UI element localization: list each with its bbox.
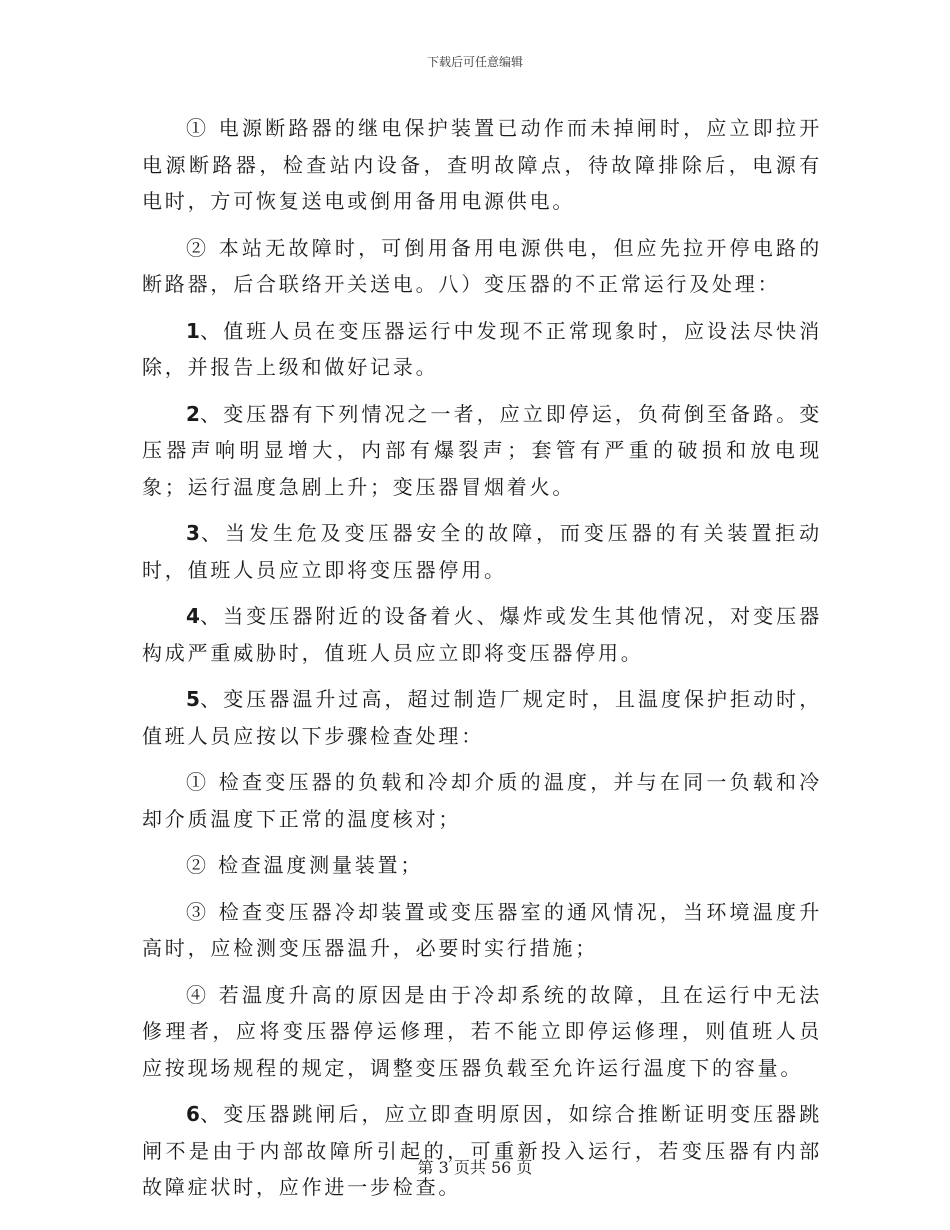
item-number: 3 xyxy=(186,521,200,545)
item-number: 1 xyxy=(186,318,200,343)
document-body xyxy=(142,110,822,1216)
paragraph-text: 、当发生危及变压器安全的故障，而变压器的有关装置拒动时，值班人员应立即将变压器停用。 xyxy=(142,521,822,582)
paragraph-1 xyxy=(142,110,822,220)
paragraph-text: ② 检查温度测量装置； xyxy=(186,853,424,877)
item-number: 6 xyxy=(186,1102,200,1126)
paragraph-text: ① 检查变压器的负载和冷却介质的温度，并与在同一负载和冷却介质温度下正常的温度核对； xyxy=(142,770,822,831)
paragraph-11 xyxy=(142,977,822,1087)
paragraph-text: 、值班人员在变压器运行中发现不正常现象时，应设法尽快消除，并报告上级和做好记录。 xyxy=(142,318,822,379)
item-number: 2 xyxy=(186,401,200,426)
paragraph-7 xyxy=(142,681,822,754)
paragraph-10 xyxy=(142,894,822,967)
paragraph-12 xyxy=(142,1096,822,1206)
paragraph-text: 、变压器温升过高，超过制造厂规定时，且温度保护拒动时，值班人员应按以下步骤检查处理： xyxy=(142,687,822,748)
paragraph-8 xyxy=(142,764,822,837)
paragraph-text: 、变压器有下列情况之一者，应立即停运，负荷倒至备路。变压器声响明显增大，内部有爆裂声；套管有严重的破损和放电现象；运行温度急剧上升；变压器冒烟着火。 xyxy=(142,401,822,499)
paragraph-text: ④ 若温度升高的原因是由于冷却系统的故障，且在运行中无法修理者，应将变压器停运修理，若不能立即停运修理，则值班人员应按现场规程的规定，调整变压器负载至允许运行温度下的容量。 xyxy=(142,982,822,1080)
paragraph-5 xyxy=(142,515,822,588)
page-number-footer: 第 3 页共 56 页 xyxy=(417,1158,533,1177)
paragraph-text: 、当变压器附近的设备着火、爆炸或发生其他情况，对变压器构成严重威胁时，值班人员应立即将变压器停用。 xyxy=(142,604,822,665)
paragraph-4 xyxy=(142,396,822,506)
page-header: 下载后可任意编辑 xyxy=(426,55,523,69)
paragraph-3 xyxy=(142,313,822,386)
paragraph-text: 、变压器跳闸后，应立即查明原因，如综合推断证明变压器跳闸不是由于内部故障所引起的，可重新投入运行，若变压器有内部故障症状时，应作进一步检查。 xyxy=(142,1102,822,1199)
item-number: 5 xyxy=(186,687,200,711)
paragraph-text: ② 本站无故障时，可倒用备用电源供电，但应先拉开停电路的断路器，后合联络开关送电。八）变压器的不正常运行及处理： xyxy=(142,235,822,296)
paragraph-2 xyxy=(142,230,822,303)
paragraph-6 xyxy=(142,598,822,671)
paragraph-text: ③ 检查变压器冷却装置或变压器室的通风情况，当环境温度升高时，应检测变压器温升，必要时实行措施； xyxy=(142,899,822,960)
paragraph-text: ① 电源断路器的继电保护装置已动作而未掉闸时，应立即拉开电源断路器，检查站内设备，查明故障点，待故障排除后，电源有电时，方可恢复送电或倒用备用电源供电。 xyxy=(142,116,822,213)
item-number: 4 xyxy=(186,604,200,628)
paragraph-9 xyxy=(142,847,822,884)
